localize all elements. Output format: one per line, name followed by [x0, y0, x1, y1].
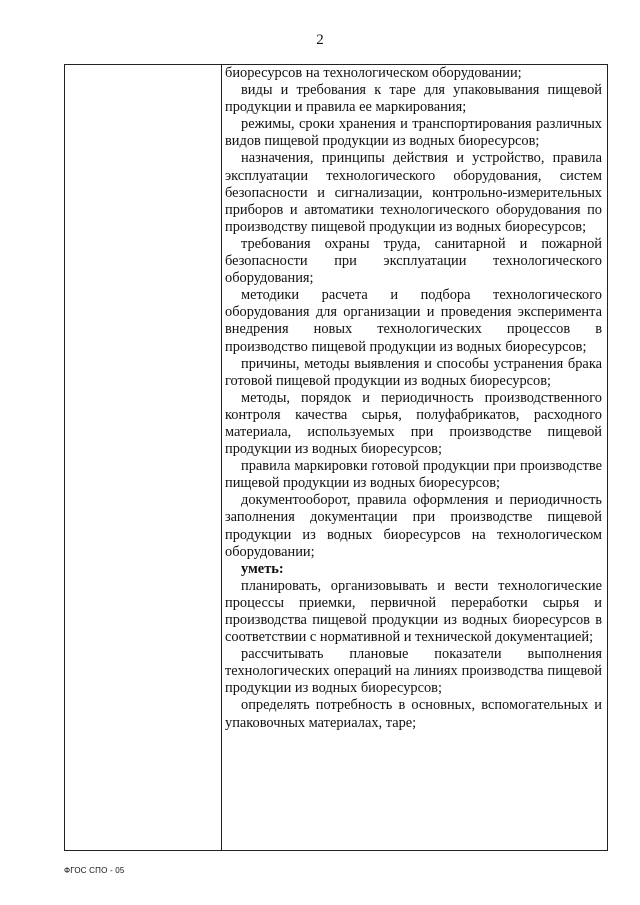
paragraph: методы, порядок и периодичность производственного контроля качества сырья, полуфабрикатов, расходного материала, используемых при производстве пищевой продукции из водных биоресурсов;: [225, 389, 602, 458]
column-divider: [221, 65, 222, 850]
paragraph: правила маркировки готовой продукции при производстве пищевой продукции из водных биоресурсов;: [225, 458, 602, 492]
page-number: 2: [316, 32, 324, 48]
paragraph: биоресурсов на технологическом оборудовании;: [225, 65, 522, 81]
paragraph: требования охраны труда, санитарной и пожарной безопасности при эксплуатации технологического оборудования;: [225, 235, 602, 287]
paragraph: методики расчета и подбора технологического оборудования для организации и проведения эксперимента внедрения новых технологических процессов в производство пищевой продукции из водных биоресурсов;: [225, 287, 602, 355]
paragraph: рассчитывать плановые показатели выполнения технологических операций на линиях производства пищевой продукции из водных биоресурсов;: [225, 646, 602, 697]
paragraph: определять потребность в основных, вспомогательных и упаковочных материалах, таре;: [225, 697, 602, 731]
paragraph: планировать, организовывать и вести технологические процессы приемки, первичной переработки сырья и производства пищевой продукции из водных биоресурсов в соответствии с нормативной и технической документацией;: [225, 577, 602, 646]
table-right-cell: [225, 65, 602, 732]
footer-label: ФГОС СПО - 05: [64, 866, 125, 875]
paragraph: причины, методы выявления и способы устранения брака готовой пищевой продукции из водных биоресурсов;: [225, 355, 602, 389]
paragraph: документооборот, правила оформления и периодичность заполнения документации при производстве пищевой продукции из водных биоресурсов на технологическом оборудовании;: [225, 492, 602, 560]
document-table: [64, 64, 608, 851]
paragraph: виды и требования к таре для упаковывания пищевой продукции и правила ее маркирования;: [225, 82, 602, 116]
paragraph: режимы, сроки хранения и транспортирования различных видов пищевой продукции из водных биоресурсов;: [225, 116, 602, 150]
section-heading: уметь:: [241, 560, 284, 577]
paragraph: назначения, принципы действия и устройство, правила эксплуатации технологического оборудования, систем безопасности и сигнализации, контрольно-измерительных приборов и автоматики технологического оборудования по производству пищевой продукции из водных биоресурсов;: [225, 150, 602, 235]
